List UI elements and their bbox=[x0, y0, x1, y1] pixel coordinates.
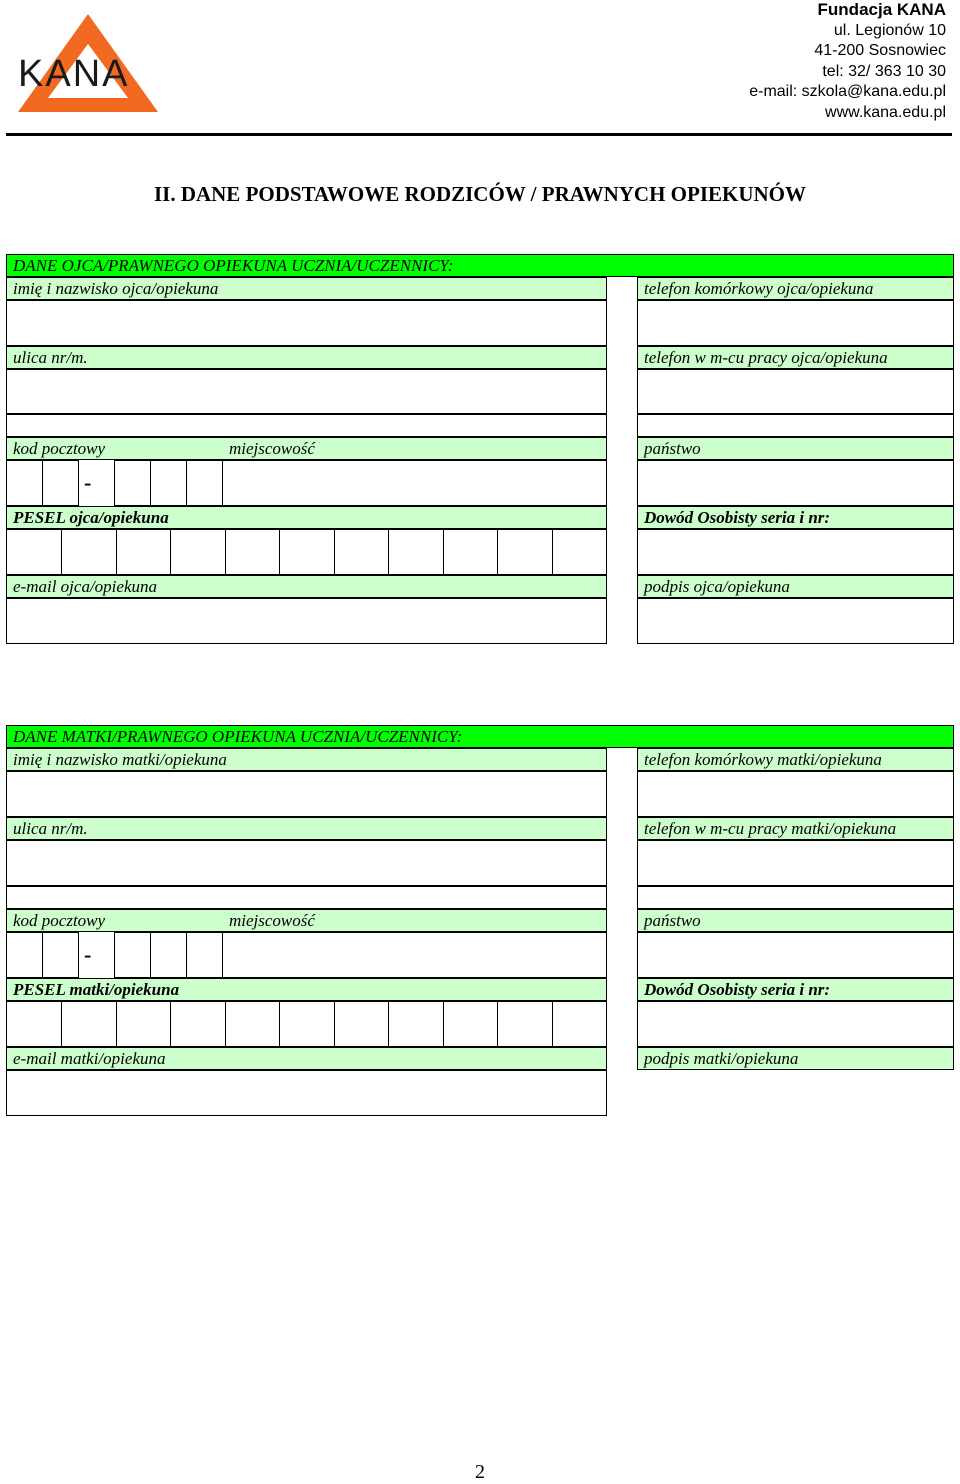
kana-logo bbox=[10, 10, 160, 120]
father-pesel-label: PESEL ojca/opiekuna bbox=[6, 506, 607, 529]
mother-street-label: ulica nr/m. bbox=[6, 817, 607, 840]
mother-email-label: e-mail matki/opiekuna bbox=[6, 1047, 607, 1070]
organization-info bbox=[749, 0, 946, 123]
pesel-digit-box[interactable] bbox=[279, 1001, 335, 1047]
mother-mobile-label: telefon komórkowy matki/opiekuna bbox=[637, 748, 954, 771]
pesel-digit-box[interactable] bbox=[116, 1001, 172, 1047]
pesel-digit-box[interactable] bbox=[279, 529, 335, 575]
mother-city-field[interactable] bbox=[222, 932, 607, 978]
pesel-digit-box[interactable] bbox=[6, 529, 62, 575]
father-work-phone-label: telefon w m-cu pracy ojca/opiekuna bbox=[637, 346, 954, 369]
postal-dash: - bbox=[84, 942, 92, 967]
org-email: e-mail: szkola@kana.edu.pl bbox=[749, 83, 946, 100]
postal-digit-box[interactable] bbox=[114, 932, 151, 978]
logo-text: KANA bbox=[18, 53, 130, 95]
org-name: Fundacja KANA bbox=[817, 0, 946, 19]
father-mobile-label: telefon komórkowy ojca/opiekuna bbox=[637, 277, 954, 300]
org-city: 41-200 Sosnowiec bbox=[814, 42, 946, 59]
postal-digit-box[interactable] bbox=[114, 460, 151, 506]
mother-email-field[interactable] bbox=[6, 1070, 607, 1116]
mother-country-label: państwo bbox=[637, 909, 954, 932]
postal-dash: - bbox=[84, 470, 92, 495]
mother-name-field[interactable] bbox=[6, 771, 607, 817]
pesel-digit-box[interactable] bbox=[6, 1001, 62, 1047]
postal-digit-box[interactable] bbox=[150, 460, 187, 506]
father-signature-field[interactable] bbox=[637, 598, 954, 644]
postal-digit-box[interactable] bbox=[186, 932, 223, 978]
father-address-extra-field[interactable] bbox=[6, 414, 607, 437]
father-signature-label: podpis ojca/opiekuna bbox=[637, 575, 954, 598]
father-name-field[interactable] bbox=[6, 300, 607, 346]
father-heading: DANE OJCA/PRAWNEGO OPIEKUNA UCZNIA/UCZENNICY: bbox=[6, 254, 954, 277]
father-email-label: e-mail ojca/opiekuna bbox=[6, 575, 607, 598]
section-title: II. DANE PODSTAWOWE RODZICÓW / PRAWNYCH OPIEKUNÓW bbox=[153, 182, 807, 206]
mother-address-extra-field[interactable] bbox=[6, 886, 607, 909]
father-city-field[interactable] bbox=[222, 460, 607, 506]
pesel-digit-box[interactable] bbox=[225, 1001, 281, 1047]
father-name-label: imię i nazwisko ojca/opiekuna bbox=[6, 277, 607, 300]
mother-postal-label: kod pocztowy bbox=[13, 911, 106, 930]
pesel-digit-box[interactable] bbox=[388, 1001, 444, 1047]
mother-signature-label: podpis matki/opiekuna bbox=[637, 1047, 954, 1070]
header-divider bbox=[6, 133, 952, 136]
father-street-label: ulica nr/m. bbox=[6, 346, 607, 369]
pesel-digit-box[interactable] bbox=[443, 529, 499, 575]
postal-digit-box[interactable] bbox=[186, 460, 223, 506]
father-mobile-field[interactable] bbox=[637, 300, 954, 346]
pesel-digit-box[interactable] bbox=[170, 529, 226, 575]
pesel-digit-box[interactable] bbox=[552, 529, 607, 575]
father-city-label: miejscowość bbox=[229, 439, 315, 458]
pesel-digit-box[interactable] bbox=[334, 1001, 390, 1047]
mother-id-label: Dowód Osobisty seria i nr: bbox=[637, 978, 954, 1001]
pesel-digit-box[interactable] bbox=[497, 1001, 553, 1047]
pesel-digit-box[interactable] bbox=[552, 1001, 607, 1047]
pesel-digit-box[interactable] bbox=[497, 529, 553, 575]
mother-postal-city-label-row bbox=[6, 909, 607, 932]
pesel-digit-box[interactable] bbox=[225, 529, 281, 575]
pesel-digit-box[interactable] bbox=[443, 1001, 499, 1047]
pesel-digit-box[interactable] bbox=[116, 529, 172, 575]
mother-heading: DANE MATKI/PRAWNEGO OPIEKUNA UCZNIA/UCZENNICY: bbox=[6, 725, 954, 748]
mother-phone-extra-field[interactable] bbox=[637, 886, 954, 909]
postal-digit-box[interactable] bbox=[42, 932, 79, 978]
page-number: 2 bbox=[475, 1461, 485, 1483]
mother-country-field[interactable] bbox=[637, 932, 954, 978]
mother-pesel-label: PESEL matki/opiekuna bbox=[6, 978, 607, 1001]
postal-digit-box[interactable] bbox=[6, 932, 43, 978]
pesel-digit-box[interactable] bbox=[170, 1001, 226, 1047]
father-id-label: Dowód Osobisty seria i nr: bbox=[637, 506, 954, 529]
father-country-field[interactable] bbox=[637, 460, 954, 506]
pesel-digit-box[interactable] bbox=[388, 529, 444, 575]
father-postal-label: kod pocztowy bbox=[13, 439, 106, 458]
pesel-digit-box[interactable] bbox=[334, 529, 390, 575]
org-phone: tel: 32/ 363 10 30 bbox=[822, 62, 946, 80]
org-address: ul. Legionów 10 bbox=[833, 21, 946, 39]
mother-city-label: miejscowość bbox=[229, 911, 315, 930]
father-email-field[interactable] bbox=[6, 598, 607, 644]
pesel-digit-box[interactable] bbox=[61, 529, 117, 575]
mother-street-field[interactable] bbox=[6, 840, 607, 886]
postal-digit-box[interactable] bbox=[42, 460, 79, 506]
postal-digit-box[interactable] bbox=[150, 932, 187, 978]
father-street-field[interactable] bbox=[6, 369, 607, 414]
mother-mobile-field[interactable] bbox=[637, 771, 954, 817]
pesel-digit-box[interactable] bbox=[61, 1001, 117, 1047]
father-country-label: państwo bbox=[637, 437, 954, 460]
org-website: www.kana.edu.pl bbox=[825, 103, 946, 121]
mother-id-field[interactable] bbox=[637, 1001, 954, 1047]
mother-name-label: imię i nazwisko matki/opiekuna bbox=[6, 748, 607, 771]
father-postal-city-label-row bbox=[6, 437, 607, 460]
father-work-phone-field[interactable] bbox=[637, 369, 954, 414]
father-id-field[interactable] bbox=[637, 529, 954, 575]
mother-work-phone-label: telefon w m-cu pracy matki/opiekuna bbox=[637, 817, 954, 840]
postal-digit-box[interactable] bbox=[6, 460, 43, 506]
mother-work-phone-field[interactable] bbox=[637, 840, 954, 886]
father-phone-extra-field[interactable] bbox=[637, 414, 954, 437]
